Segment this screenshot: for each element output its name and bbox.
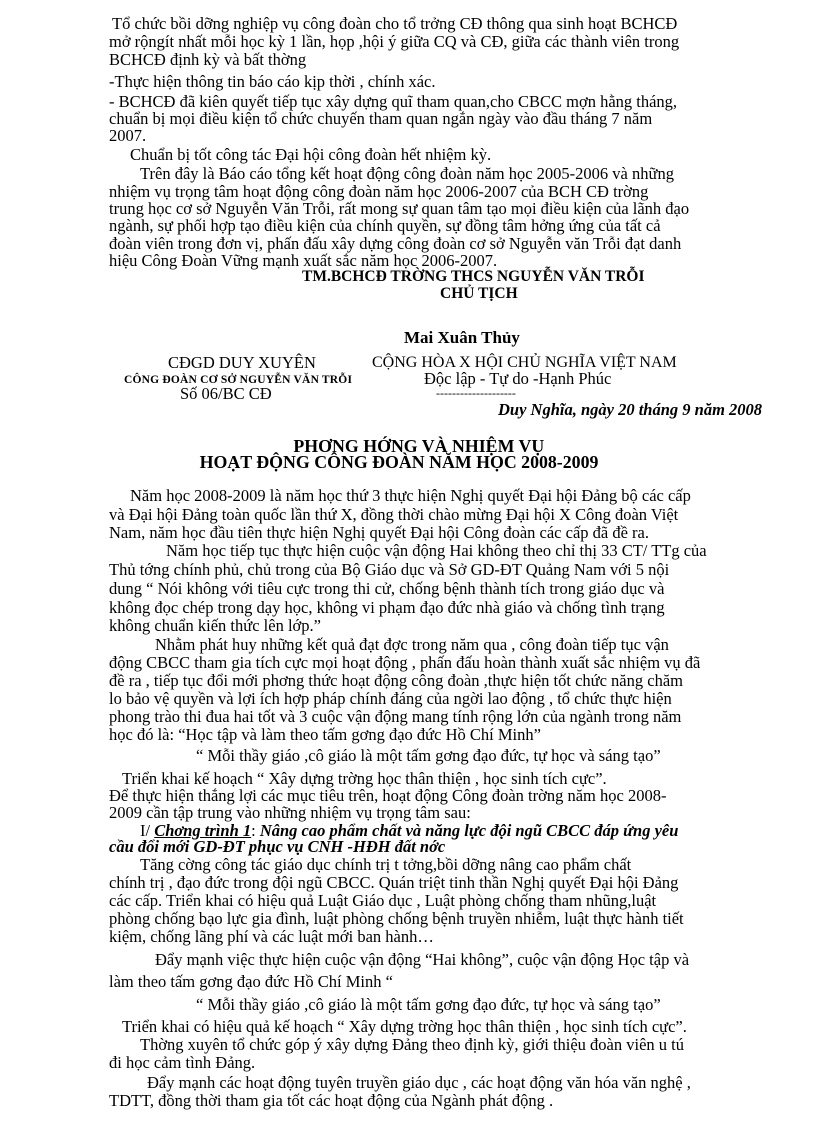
text-line: Nhằm phát huy những kết quả đạt đợc trong năm qua , công đoàn tiếp tục vận xyxy=(155,635,669,654)
document-number: Số 06/BC CĐ xyxy=(180,384,272,403)
quote-line: “ Mỗi thầy giáo ,cô giáo là một tấm gơng đạo đức, tự học và sáng tạo” xyxy=(196,746,661,765)
title-line-1: PHƠNG HỚNG VÀ NHIỆM VỤ xyxy=(293,436,545,456)
text-line: không chuẩn kiến thức lên lớp.” xyxy=(109,616,321,635)
title-line-2: HOẠT ĐỘNG CÔNG ĐOÀN NĂM HỌC 2008-2009 xyxy=(199,452,599,472)
text-line: nhiệm vụ trọng tâm hoạt động công đoàn năm học 2006-2007 của BCH CĐ trờng xyxy=(109,182,649,201)
text-line: 2009 cần tập trung vào những nhiệm vụ trọng tâm sau: xyxy=(109,803,471,822)
text-line: Năm học tiếp tục thực hiện cuộc vận động Hai không theo chỉ thị 33 CT/ TTg của xyxy=(166,541,707,560)
text-line: chuẩn bị mọi điều kiện tổ chức chuyến tham quan ngắn ngày vào đầu tháng 7 năm xyxy=(109,109,653,128)
text-line: Thủ tớng chính phủ, chủ trong của Bộ Giáo dục và Sở GD-ĐT Quảng Nam với 5 nội xyxy=(109,560,670,579)
signer-name: Mai Xuân Thủy xyxy=(404,328,520,347)
motto-rule: -------------------- xyxy=(436,386,516,400)
org-name: CĐGD DUY XUYÊN xyxy=(168,353,316,372)
text-line: và Đại hội Đảng toàn quốc lần thứ X, đồng thời chào mừng Đại hội X Công đoàn Việt xyxy=(109,505,679,524)
text-line: Để thực hiện thắng lợi các mục tiêu trên, hoạt động Công đoàn trờng năm học 2008- xyxy=(109,786,667,805)
text-line: kiệm, chống lãng phí và các luật mới ban hành… xyxy=(109,927,434,946)
text-line: Tăng cờng công tác giáo dục chính trị t tởng,bồi dỡng nâng cao phẩm chất xyxy=(140,855,632,874)
text-line: phòng chống bạo lực gia đình, luật phòng chống bệnh truyền nhiễm, luật thực hành tiết xyxy=(109,909,684,928)
program-title-1: Nâng cao phẩm chất và năng lực đội ngũ CBCC đáp ứng yêu xyxy=(255,821,679,840)
text-line: ngành, sự phối hợp tạo điều kiện của chính quyền, sự đồng tâm hởng ứng của tất cả xyxy=(109,216,661,235)
text-line: các cấp. Triển khai có hiệu quả Luật Giáo dục , Luật phòng chống tham nhũng,luật xyxy=(109,891,657,910)
text-line: phong trào thi đua hai tốt và 3 cuộc vận động mang tính rộng lớn của ngành trong năm xyxy=(109,707,682,726)
text-line: Nam, năm học đầu tiên thực hiện Nghị quyết Đại hội Công đoàn các cấp đã đề ra. xyxy=(109,523,649,542)
quote-line: “ Mỗi thầy giáo ,cô giáo là một tấm gơng đạo đức, tự học và sáng tạo” xyxy=(196,995,661,1014)
text-line: làm theo tấm gơng đạo đức Hồ Chí Minh “ xyxy=(109,972,393,991)
text-line: động CBCC tham gia tích cực mọi hoạt động , phấn đấu hoàn thành xuất sắc nhiệm vụ đã xyxy=(109,653,701,672)
text-line: -Thực hiện thông tin báo cáo kịp thời , chính xác. xyxy=(109,72,436,91)
text-line: Đẩy mạnh việc thực hiện cuộc vận động “Hai không”, cuộc vận động Học tập và xyxy=(155,950,690,969)
program-title-2: cầu đổi mới GD-ĐT phục vụ CNH -HĐH đất nớc xyxy=(109,837,446,856)
text-line: đoàn viên trong đơn vị, phấn đấu xây dựng công đoàn cơ sở Nguyễn văn Trỗi đạt danh xyxy=(109,234,682,253)
text-line: 2007. xyxy=(109,126,147,145)
text-line: TDTT, đồng thời tham gia tốt các hoạt động của Ngành phát động . xyxy=(109,1091,554,1110)
text-line: hiệu Công Đoàn Vững mạnh xuất sắc năm học 2006-2007. xyxy=(109,251,498,270)
program-colon: : xyxy=(251,821,256,840)
org-subname: CÔNG ĐOÀN CƠ SỞ NGUYỄN VĂN TRỖI xyxy=(124,374,353,386)
text-line: đi học cảm tình Đảng. xyxy=(109,1053,256,1072)
program-prefix: I/ xyxy=(140,821,151,840)
text-line: Thờng xuyên tổ chức góp ý xây dựng Đảng theo định kỳ, giới thiệu đoàn viên u tú xyxy=(140,1035,685,1054)
text-line: học đó là: “Học tập và làm theo tấm gơng đạo đức Hồ Chí Minh” xyxy=(109,725,541,744)
text-line: Năm học 2008-2009 là năm học thứ 3 thực hiện Nghị quyết Đại hội Đảng bộ các cấp xyxy=(130,486,691,505)
text-line: - BCHCĐ đã kiên quyết tiếp tục xây dựng quĩ tham quan,cho CBCC mợn hằng tháng, xyxy=(109,92,678,111)
text-line: Đẩy mạnh các hoạt động tuyên truyền giáo dục , các hoạt động văn hóa văn nghệ , xyxy=(147,1073,691,1092)
text-line: Triển khai kế hoạch “ Xây dựng trờng học thân thiện , học sinh tích cực”. xyxy=(122,769,607,788)
text-line: mở rộngít nhất mỗi học kỳ 1 lần, họp ,hội ý giữa CQ và CĐ, giữa các thành viên trong xyxy=(109,32,680,51)
text-line: Tổ chức bồi dỡng nghiệp vụ công đoàn cho tổ trởng CĐ thông qua sinh hoạt BCHCĐ xyxy=(112,14,678,33)
text-line: Triển khai có hiệu quả kế hoạch “ Xây dựng trờng học thân thiện , học sinh tích cực”. xyxy=(122,1017,687,1036)
text-line: dung “ Nói không với tiêu cực trong thi cử, chống bệnh thành tích trong giáo dục và xyxy=(109,579,665,598)
signature-role: CHỦ TỊCH xyxy=(440,285,518,302)
text-line: Chuẩn bị tốt công tác Đại hội công đoàn hết nhiệm kỳ. xyxy=(130,145,492,164)
national-motto: Độc lập - Tự do -Hạnh Phúc xyxy=(424,369,612,388)
text-line: lo bảo vệ quyền và lợi ích hợp pháp chính đáng của ngời lao động , tổ chức thực hiện xyxy=(109,689,672,708)
text-line: không đọc chép trong dạy học, không vi phạm đạo đức nhà giáo và chống tình trạng xyxy=(109,598,665,617)
text-line: trung học cơ sở Nguyễn Văn Trỗi, rất mong sự quan tâm tạo mọi điều kiện của lãnh đạo xyxy=(109,199,690,218)
text-line: Trên đây là Báo cáo tổng kết hoạt động công đoàn năm học 2005-2006 và những xyxy=(140,164,674,183)
text-line: đề ra , tiếp tục đổi mới phơng thức hoạt động công đoàn ,thực hiện tốt chức năng chăm xyxy=(109,671,683,690)
program-label: Chơng trình 1 xyxy=(154,821,252,840)
date-line: Duy Nghĩa, ngày 20 tháng 9 năm 2008 xyxy=(498,400,763,419)
nation-name: CỘNG HÒA X HỘI CHỦ NGHĨA VIỆT NAM xyxy=(372,354,677,371)
text-line: BCHCĐ định kỳ và bất thờng xyxy=(109,50,307,69)
signature-title: TM.BCHCĐ TRỜNG THCS NGUYỄN VĂN TRỖI xyxy=(302,268,645,285)
text-line: chính trị , đạo đức trong đội ngũ CBCC. Quán triệt tinh thần Nghị quyết Đại hội Đảng xyxy=(109,873,679,892)
